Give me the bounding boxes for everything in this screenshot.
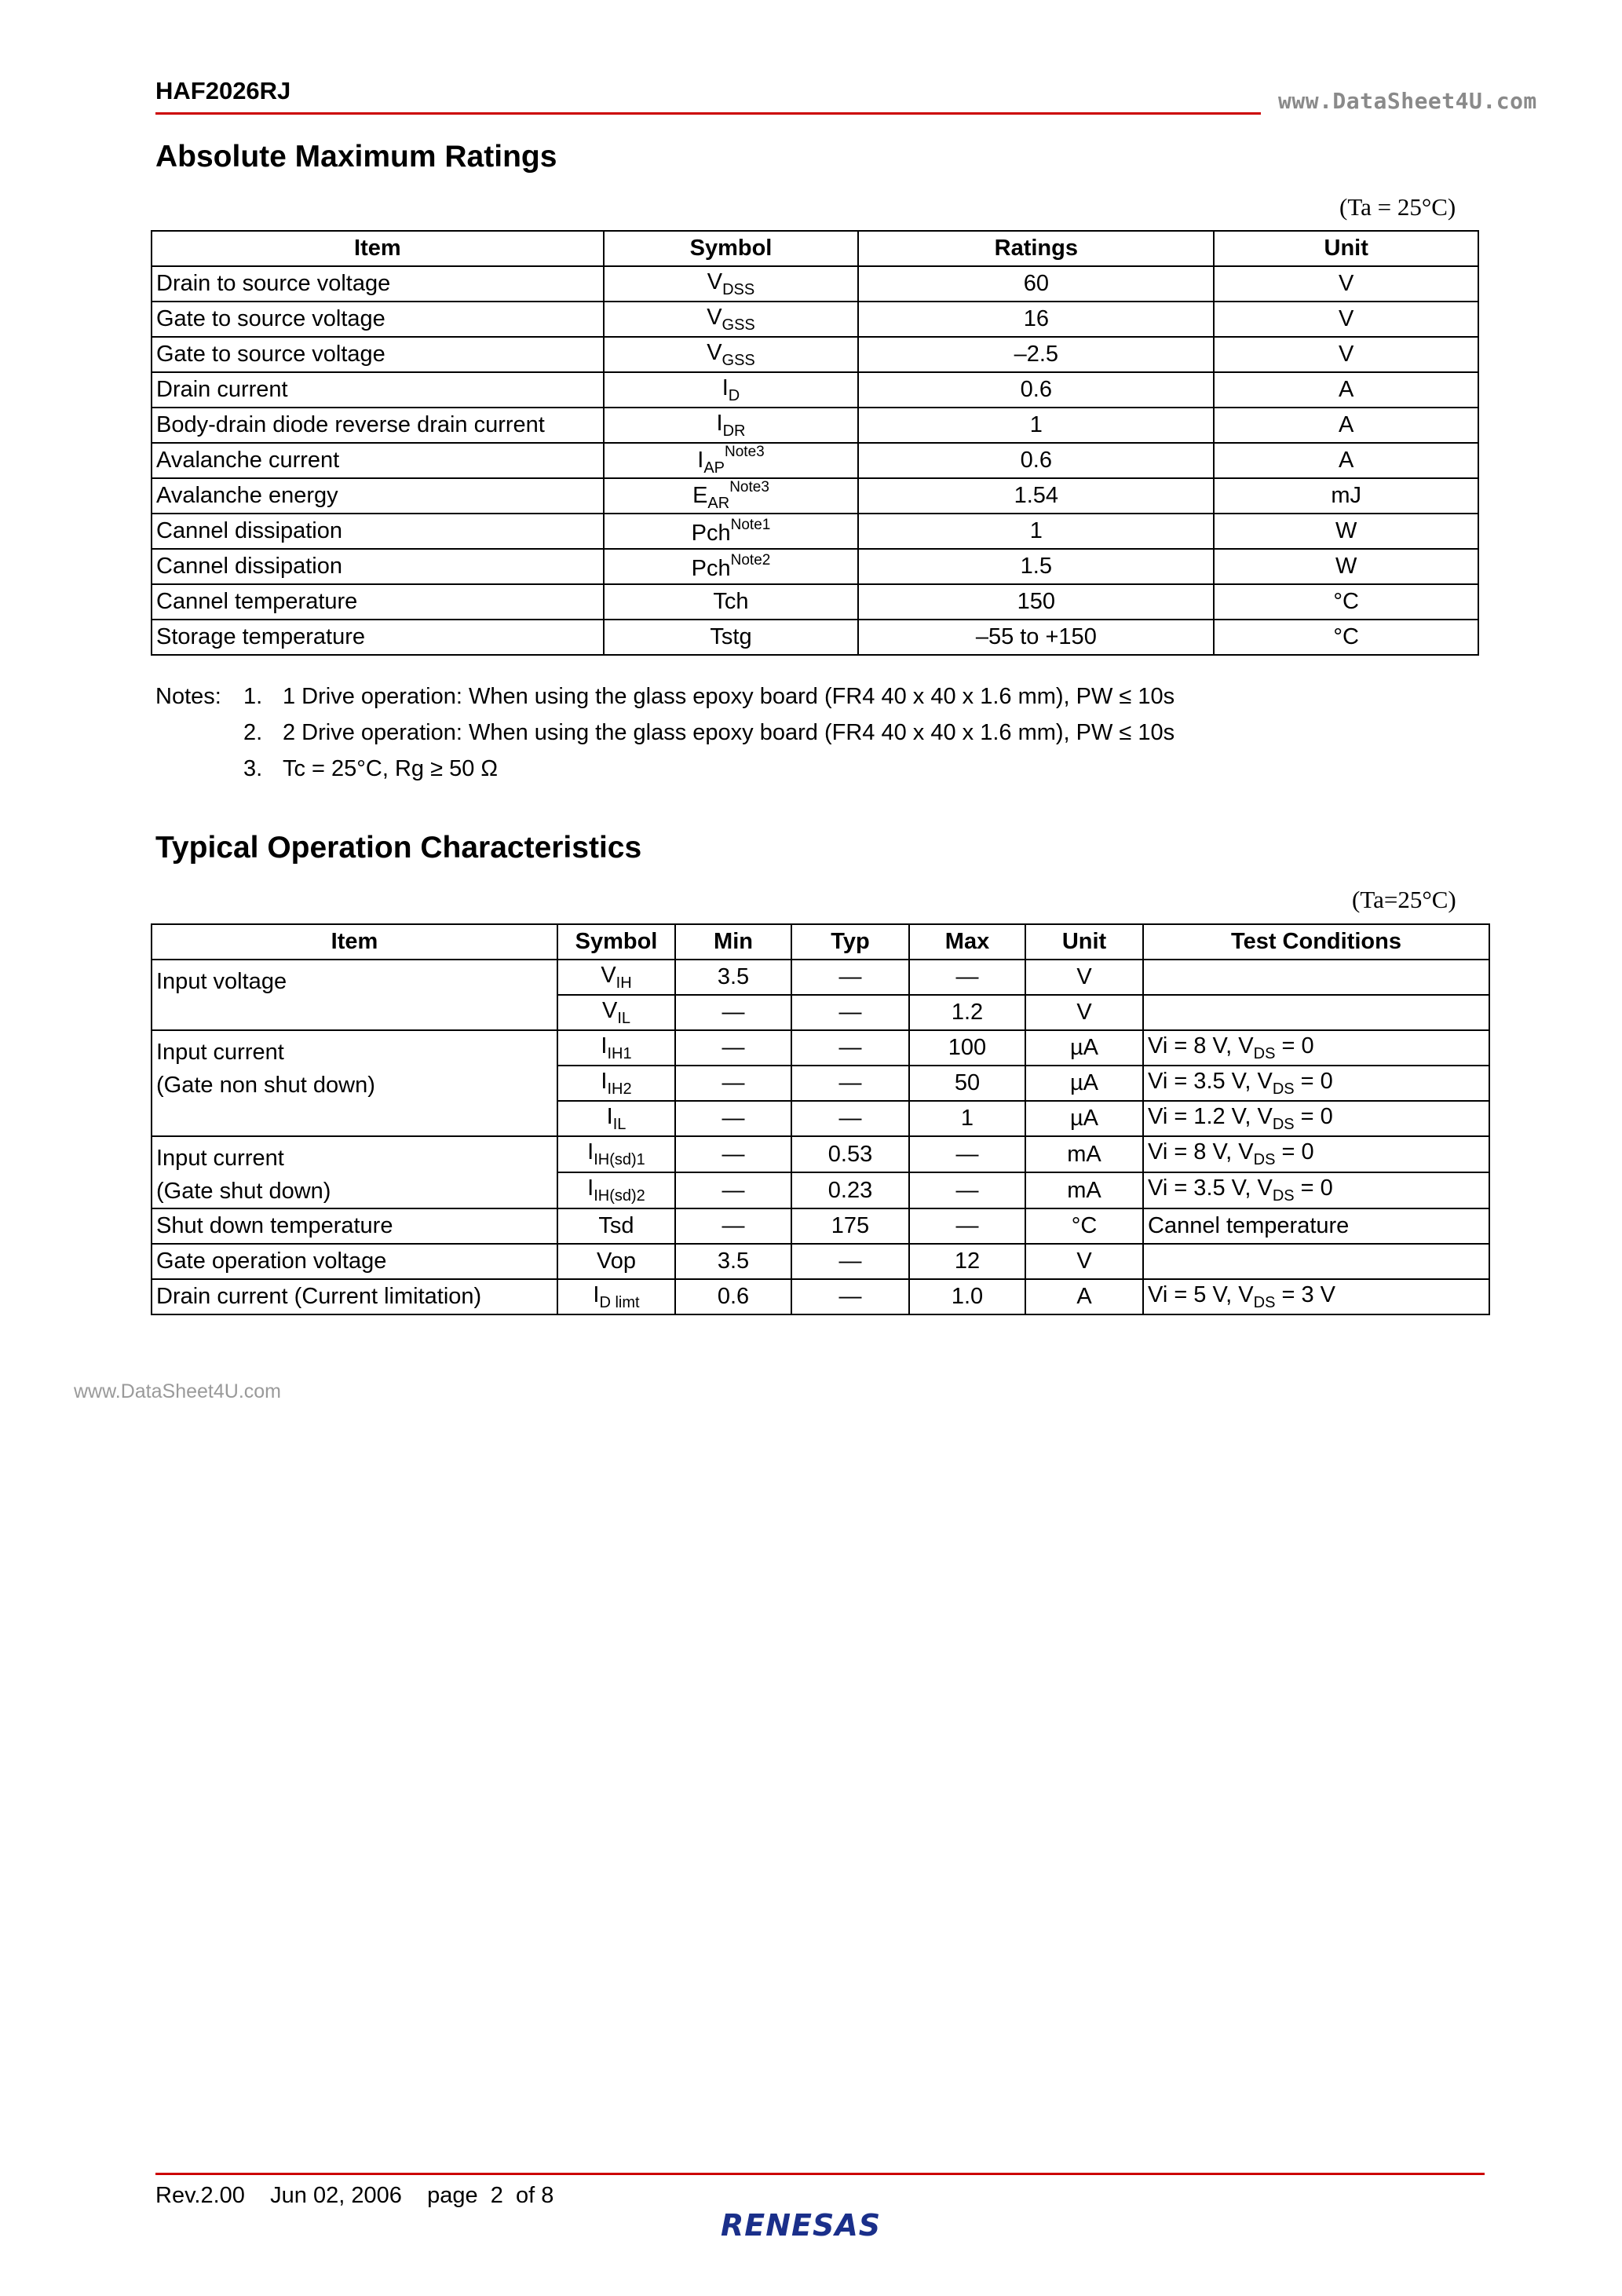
symbol-cell [557, 1136, 675, 1172]
typ-cell: — [791, 1030, 909, 1066]
header-watermark-link[interactable]: www.DataSheet4U.com [1278, 88, 1537, 114]
table-row [152, 620, 1478, 655]
symbol: Vop [597, 1249, 636, 1274]
typ-cell: — [791, 1101, 909, 1136]
symbol-subscript: IL [612, 1115, 627, 1133]
footer-info [155, 2183, 553, 2209]
test-condition-cell [1143, 1136, 1489, 1172]
col-header-max: Max [909, 924, 1025, 960]
test-condition-cell [1143, 1030, 1489, 1066]
item-text: (Gate non shut down) [156, 1073, 375, 1098]
symbol: I [601, 1068, 608, 1094]
unit-cell: V [1025, 1244, 1143, 1279]
condition-end: = 0 [1275, 1033, 1314, 1058]
rating-cell: 1.54 [858, 478, 1214, 514]
symbol-cell [557, 1172, 675, 1208]
section-title-absolute-max: Absolute Maximum Ratings [155, 140, 557, 174]
symbol: I [606, 1103, 613, 1129]
min-cell: — [675, 1101, 791, 1136]
symbol: V [707, 339, 722, 365]
item-text: Shut down temperature [156, 1213, 393, 1238]
note-row [155, 715, 1174, 751]
symbol: E [692, 483, 708, 508]
symbol-cell [557, 1279, 675, 1314]
condition-end: = 0 [1294, 1068, 1333, 1094]
rating-cell: –2.5 [858, 337, 1214, 372]
unit-cell: A [1214, 372, 1478, 408]
max-cell: — [909, 1208, 1025, 1244]
condition-end: = 0 [1294, 1103, 1333, 1129]
date: Jun 02, 2006 [270, 2183, 402, 2208]
min-cell: 0.6 [675, 1279, 791, 1314]
min-cell: — [675, 1208, 791, 1244]
item-cell: Cannel dissipation [152, 549, 604, 584]
test-condition-cell [1143, 1172, 1489, 1208]
table-row [152, 514, 1478, 549]
typ-cell: — [791, 1066, 909, 1101]
symbol: Pch [691, 520, 731, 546]
typical-operation-table [151, 923, 1490, 1315]
symbol-cell [557, 1066, 675, 1101]
rating-cell: 1 [858, 408, 1214, 443]
condition-text: Vi = 3.5 V, V [1148, 1175, 1273, 1201]
table-row [152, 337, 1478, 372]
item-cell [152, 1208, 557, 1244]
item-text: Input current [156, 1040, 284, 1065]
rating-cell: –55 to +150 [858, 620, 1214, 655]
symbol-subscript: D limt [599, 1293, 640, 1311]
condition-text: Vi = 1.2 V, V [1148, 1103, 1273, 1129]
table-row [152, 1244, 1489, 1279]
table-row [152, 1208, 1489, 1244]
col-header-symbol: Symbol [604, 231, 859, 266]
symbol-subscript: IH1 [607, 1044, 632, 1062]
max-cell: — [909, 960, 1025, 995]
item-cell [152, 1279, 557, 1314]
condition-subscript: DS [1253, 1044, 1276, 1062]
symbol-subscript: DSS [722, 280, 755, 298]
rating-cell: 150 [858, 584, 1214, 620]
note-number: 3. [243, 756, 263, 781]
min-cell: 3.5 [675, 960, 791, 995]
item-cell: Drain to source voltage [152, 266, 604, 302]
symbol-cell [604, 266, 859, 302]
symbol-subscript: AR [707, 495, 730, 512]
symbol-cell [557, 995, 675, 1030]
col-header-ratings: Ratings [858, 231, 1214, 266]
symbol-subscript: IL [617, 1009, 631, 1027]
symbol: V [707, 269, 723, 294]
condition-end: = 0 [1294, 1175, 1333, 1201]
typ-cell: 0.23 [791, 1172, 909, 1208]
item-cell: Cannel temperature [152, 584, 604, 620]
symbol-cell [557, 1208, 675, 1244]
symbol: Tsd [598, 1213, 634, 1238]
note-text: 1 Drive operation: When using the glass epoxy board (FR4 40 x 40 x 1.6 mm), PW ≤ 10s [283, 684, 1175, 709]
test-condition-cell [1143, 995, 1489, 1030]
symbol: I [587, 1175, 594, 1201]
symbol: I [716, 410, 723, 436]
symbol: I [593, 1281, 600, 1307]
section-title-typical-operation: Typical Operation Characteristics [155, 831, 642, 865]
typ-cell: — [791, 960, 909, 995]
table-row [152, 302, 1478, 337]
typ-cell: 0.53 [791, 1136, 909, 1172]
unit-cell: V [1025, 960, 1143, 995]
table-row [152, 443, 1478, 478]
symbol: Tstg [710, 624, 752, 649]
symbol-cell [557, 1030, 675, 1066]
symbol-subscript: IH2 [607, 1080, 632, 1098]
item-text: Drain current (Current limitation) [156, 1284, 482, 1309]
min-cell: 3.5 [675, 1244, 791, 1279]
table-header-row [152, 924, 1489, 960]
col-header-typ: Typ [791, 924, 909, 960]
item-cell: Body-drain diode reverse drain current [152, 408, 604, 443]
condition-end: = 3 V [1275, 1281, 1336, 1307]
note-row [155, 751, 1174, 787]
unit-cell: W [1214, 549, 1478, 584]
unit-cell: V [1214, 337, 1478, 372]
unit-cell: µA [1025, 1066, 1143, 1101]
symbol: V [707, 304, 722, 330]
max-cell: 1.0 [909, 1279, 1025, 1314]
col-header-symbol: Symbol [557, 924, 675, 960]
symbol-note-ref: Note1 [730, 516, 771, 533]
symbol-cell [604, 620, 859, 655]
condition-text: Cannel temperature [1148, 1213, 1350, 1238]
test-condition-cell [1143, 960, 1489, 995]
condition-subscript: DS [1272, 1115, 1295, 1133]
max-cell: 50 [909, 1066, 1025, 1101]
rating-cell: 1 [858, 514, 1214, 549]
col-header-test-conditions: Test Conditions [1143, 924, 1489, 960]
min-cell: — [675, 1030, 791, 1066]
rating-cell: 1.5 [858, 549, 1214, 584]
symbol-note-ref: Note2 [730, 551, 771, 569]
symbol-cell [604, 408, 859, 443]
unit-cell: A [1214, 443, 1478, 478]
item-cell: Drain current [152, 372, 604, 408]
item-text: Input current [156, 1146, 284, 1171]
note-text: 2 Drive operation: When using the glass epoxy board (FR4 40 x 40 x 1.6 mm), PW ≤ 10s [283, 720, 1175, 745]
symbol-cell [557, 1244, 675, 1279]
condition-text: Vi = 3.5 V, V [1148, 1068, 1273, 1094]
of-label: of [516, 2183, 535, 2208]
max-cell: 12 [909, 1244, 1025, 1279]
symbol-subscript: DR [722, 422, 746, 440]
symbol-subscript: GSS [721, 351, 755, 369]
symbol-cell [604, 302, 859, 337]
table-row [152, 960, 1489, 995]
min-cell: — [675, 1136, 791, 1172]
page-label: page [427, 2183, 478, 2208]
absolute-max-ratings-table [151, 230, 1479, 656]
unit-cell: mJ [1214, 478, 1478, 514]
max-cell: 1 [909, 1101, 1025, 1136]
note-number: 2. [243, 720, 263, 745]
col-header-unit: Unit [1025, 924, 1143, 960]
col-header-min: Min [675, 924, 791, 960]
part-number: HAF2026RJ [155, 77, 291, 104]
table-row [152, 408, 1478, 443]
table-header-row [152, 231, 1478, 266]
table-row [152, 549, 1478, 584]
unit-cell: V [1025, 995, 1143, 1030]
symbol-cell [604, 478, 859, 514]
item-cell: Gate to source voltage [152, 337, 604, 372]
symbol: I [601, 1033, 608, 1058]
item-cell [152, 960, 557, 1030]
symbol-cell [604, 584, 859, 620]
test-condition-cell [1143, 1208, 1489, 1244]
item-text: (Gate shut down) [156, 1179, 331, 1204]
symbol: V [601, 962, 616, 988]
condition-text: Vi = 5 V, V [1148, 1281, 1254, 1307]
table-row [152, 372, 1478, 408]
max-cell: 100 [909, 1030, 1025, 1066]
symbol: V [601, 997, 618, 1023]
temperature-condition: (Ta = 25°C) [1339, 193, 1456, 221]
symbol-subscript: AP [703, 459, 725, 477]
item-cell: Gate to source voltage [152, 302, 604, 337]
symbol-subscript: D [728, 386, 740, 404]
rating-cell: 0.6 [858, 372, 1214, 408]
unit-cell: °C [1214, 620, 1478, 655]
symbol-subscript: IH [616, 974, 632, 992]
table-row [152, 478, 1478, 514]
unit-cell: W [1214, 514, 1478, 549]
symbol-cell [604, 372, 859, 408]
min-cell: — [675, 1066, 791, 1101]
item-cell: Storage temperature [152, 620, 604, 655]
symbol-cell [604, 443, 859, 478]
condition-text: Vi = 8 V, V [1148, 1033, 1254, 1058]
unit-cell: V [1214, 302, 1478, 337]
min-cell: — [675, 1172, 791, 1208]
symbol-cell [557, 1101, 675, 1136]
condition-text: Vi = 8 V, V [1148, 1139, 1254, 1164]
typ-cell: — [791, 1244, 909, 1279]
symbol-subscript: GSS [721, 316, 755, 334]
symbol-cell [557, 960, 675, 995]
symbol: I [587, 1139, 594, 1164]
min-cell: — [675, 995, 791, 1030]
table-row [152, 584, 1478, 620]
condition-subscript: DS [1272, 1187, 1295, 1205]
unit-cell: A [1214, 408, 1478, 443]
typ-cell: 175 [791, 1208, 909, 1244]
unit-cell: µA [1025, 1030, 1143, 1066]
test-condition-cell [1143, 1279, 1489, 1314]
table-row [152, 1030, 1489, 1066]
unit-cell: mA [1025, 1136, 1143, 1172]
unit-cell: mA [1025, 1172, 1143, 1208]
condition-subscript: DS [1253, 1151, 1276, 1168]
symbol-note-ref: Note3 [729, 479, 769, 495]
condition-end: = 0 [1275, 1139, 1314, 1164]
col-header-item: Item [152, 231, 604, 266]
condition-subscript: DS [1253, 1293, 1276, 1311]
condition-subscript: DS [1272, 1080, 1295, 1098]
note-text: Tc = 25°C, Rg ≥ 50 Ω [283, 756, 499, 781]
symbol-cell [604, 549, 859, 584]
item-cell [152, 1030, 557, 1136]
item-cell [152, 1136, 557, 1208]
symbol-subscript: IH(sd)2 [594, 1187, 645, 1205]
unit-cell: A [1025, 1279, 1143, 1314]
symbol: Tch [713, 589, 749, 614]
unit-cell: V [1214, 266, 1478, 302]
item-cell: Avalanche current [152, 443, 604, 478]
revision: Rev.2.00 [155, 2183, 245, 2208]
temperature-condition: (Ta=25°C) [1352, 886, 1456, 913]
table-row [152, 1279, 1489, 1314]
item-cell: Cannel dissipation [152, 514, 604, 549]
symbol: I [697, 448, 704, 473]
max-cell: — [909, 1172, 1025, 1208]
symbol-subscript: IH(sd)1 [594, 1151, 645, 1168]
page-number: 2 [490, 2183, 503, 2208]
symbol: Pch [691, 555, 731, 581]
header-rule [155, 112, 1261, 115]
table-row [152, 1136, 1489, 1172]
symbol-cell [604, 337, 859, 372]
item-cell [152, 1244, 557, 1279]
rating-cell: 16 [858, 302, 1214, 337]
typ-cell: — [791, 995, 909, 1030]
renesas-logo: RENESAS [721, 2208, 882, 2243]
unit-cell: °C [1025, 1208, 1143, 1244]
symbol: I [721, 375, 729, 400]
item-text: Input voltage [156, 969, 287, 994]
col-header-unit: Unit [1214, 231, 1478, 266]
rating-cell: 0.6 [858, 443, 1214, 478]
max-cell: 1.2 [909, 995, 1025, 1030]
rating-cell: 60 [858, 266, 1214, 302]
page-total: 8 [541, 2183, 554, 2208]
symbol-note-ref: Note3 [725, 444, 765, 460]
note-number: 1. [243, 684, 263, 709]
test-condition-cell [1143, 1066, 1489, 1101]
typ-cell: — [791, 1279, 909, 1314]
table-row [152, 266, 1478, 302]
item-cell: Avalanche energy [152, 478, 604, 514]
notes-label: Notes: [155, 684, 221, 709]
unit-cell: °C [1214, 584, 1478, 620]
symbol-cell [604, 514, 859, 549]
notes-block [155, 678, 1174, 787]
max-cell: — [909, 1136, 1025, 1172]
item-text: Gate operation voltage [156, 1249, 387, 1274]
note-row [155, 678, 1174, 715]
page-watermark-link[interactable]: www.DataSheet4U.com [74, 1380, 282, 1402]
col-header-item: Item [152, 924, 557, 960]
unit-cell: µA [1025, 1101, 1143, 1136]
test-condition-cell [1143, 1244, 1489, 1279]
test-condition-cell [1143, 1101, 1489, 1136]
footer-rule [155, 2173, 1485, 2175]
